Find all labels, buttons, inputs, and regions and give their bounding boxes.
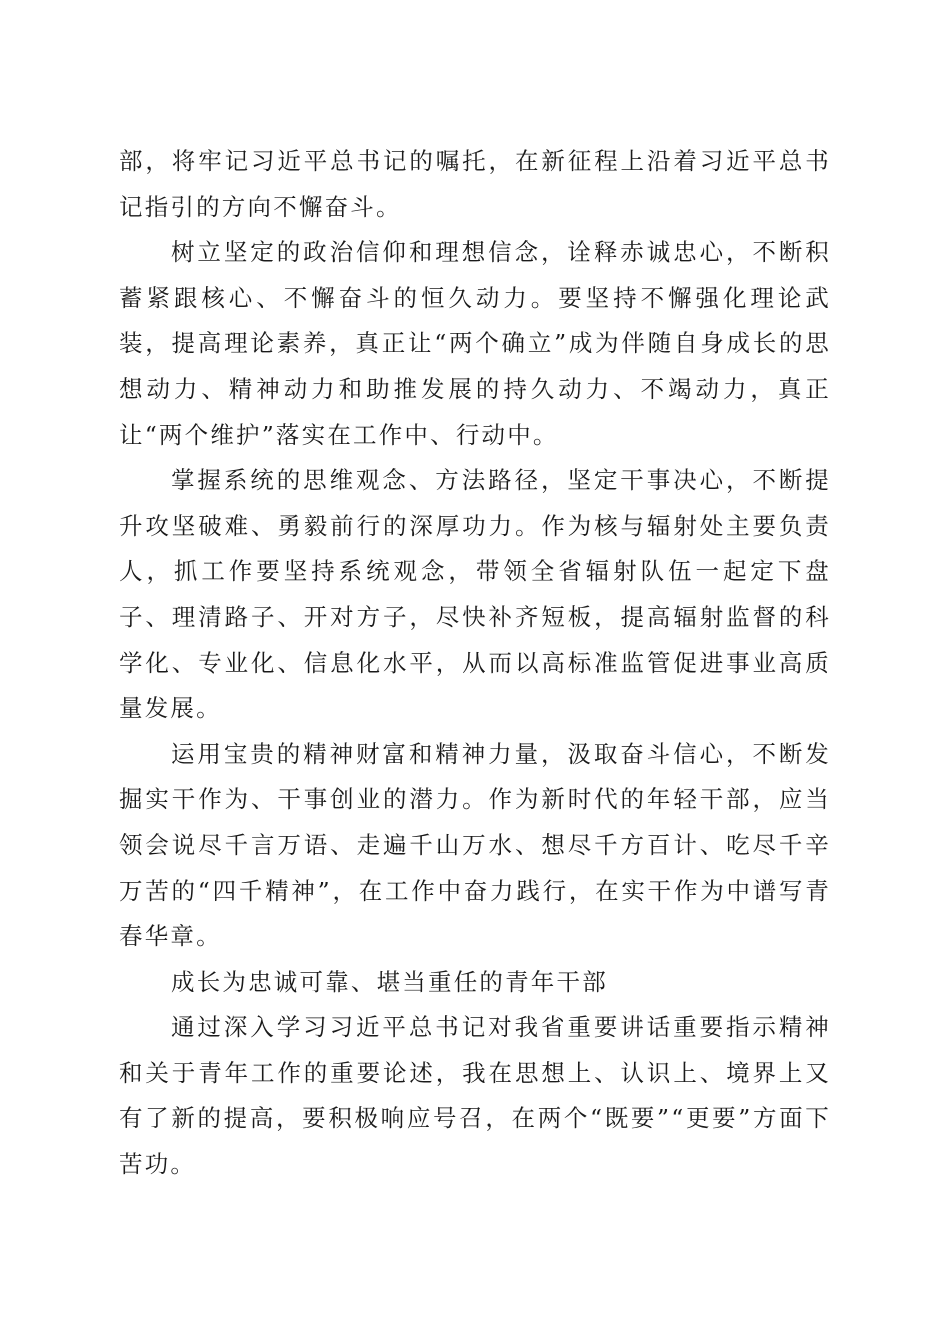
document-body: [119, 139, 831, 1188]
paragraph-systematic-thinking: 掌握系统的思维观念、方法路径，坚定干事决心，不断提升攻坚破难、勇毅前行的深厚功力。作为核与辐射处主要负责人，抓工作要坚持系统观念，带领全省辐射队伍一起定下盘子、理清路子、开对方子，尽快补齐短板，提高辐射监督的科学化、专业化、信息化水平，从而以高标准监管促进事业高质量发展。: [119, 466, 831, 723]
paragraph-spiritual-wealth: 运用宝贵的精神财富和精神力量，汲取奋斗信心，不断发掘实干作为、干事创业的潜力。作为新时代的年轻干部，应当领会说尽千言万语、走遍千山万水、想尽千方百计、吃尽千辛万苦的“四千精神”，在工作中奋力践行，在实干作为中谱写青春华章。: [119, 739, 831, 951]
paragraph-study-summary: 通过深入学习习近平总书记对我省重要讲话重要指示精神和关于青年工作的重要论述，我在思想上、认识上、境界上又有了新的提高，要积极响应号召，在两个“既要”“更要”方面下苦功。: [119, 1013, 831, 1179]
paragraph-continuation: 部，将牢记习近平总书记的嘱托，在新征程上沿着习近平总书记指引的方向不懈奋斗。: [119, 147, 831, 221]
section-heading: 成长为忠诚可靠、堪当重任的青年干部: [171, 967, 608, 996]
paragraph-political-belief: 树立坚定的政治信仰和理想信念，诠释赤诚忠心，不断积蓄紧跟核心、不懈奋斗的恒久动力。要坚持不懈强化理论武装，提高理论素养，真正让“两个确立”成为伴随自身成长的思想动力、精神动力和助推发展的持久动力、不竭动力，真正让“两个维护”落实在工作中、行动中。: [119, 238, 831, 449]
